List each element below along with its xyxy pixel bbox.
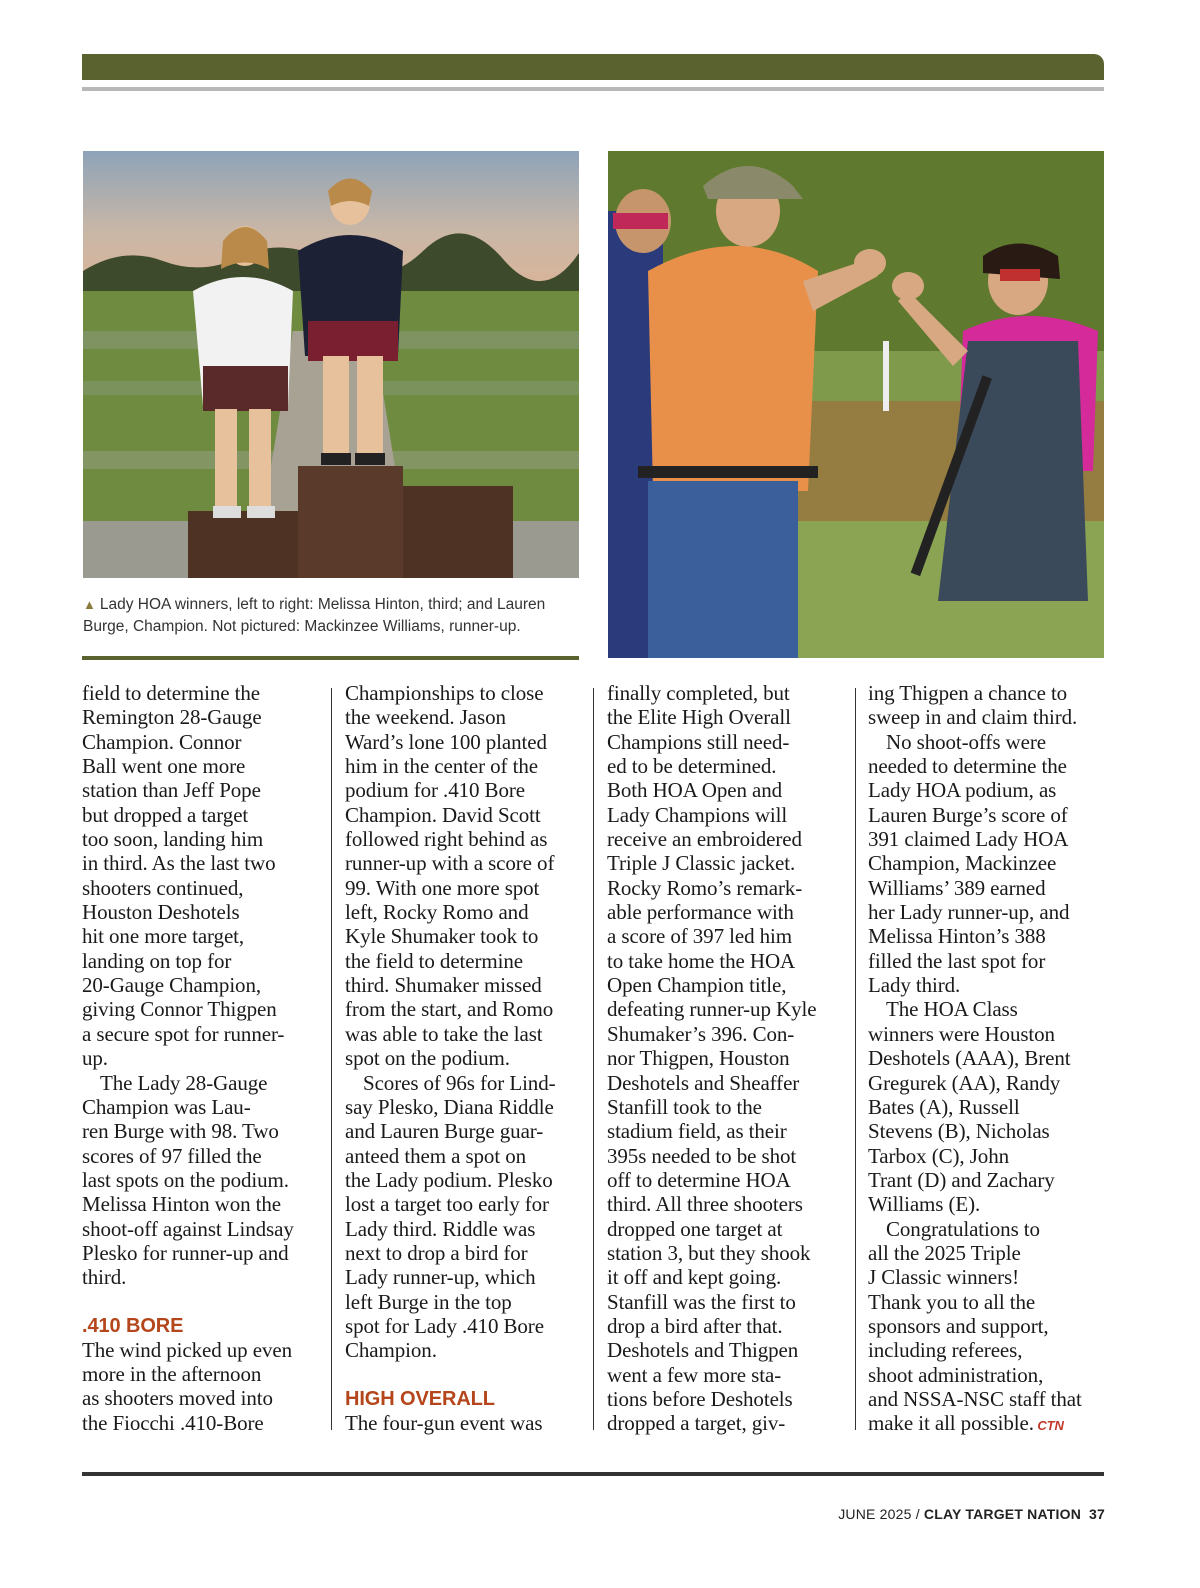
- text-line: Championships to close: [345, 681, 544, 705]
- text-line: landing on top for: [82, 948, 232, 973]
- text-line: Champion was Lau-: [82, 1094, 251, 1119]
- caption-rule: [82, 656, 579, 660]
- text-line: from the start, and Romo: [345, 997, 554, 1022]
- text-line: Tarbox (C), John: [868, 1143, 1009, 1168]
- text-line: Melissa Hinton’s 388: [868, 924, 1046, 949]
- text-line: Houston Deshotels: [82, 900, 240, 925]
- text-line: Lady runner-up, which: [345, 1265, 536, 1290]
- ctn-end-mark: CTN: [1033, 1418, 1064, 1434]
- text-line: Rocky Romo’s remark-: [607, 875, 803, 900]
- text-line: was able to take the last: [345, 1021, 543, 1046]
- text-line: the Fiocchi .410-Bore: [82, 1410, 264, 1435]
- text-line: third. Shumaker missed: [345, 973, 542, 998]
- text-line: Williams’ 389 earned: [868, 875, 1046, 900]
- text-line: Lauren Burge’s score of: [868, 802, 1068, 827]
- text-line: Melissa Hinton won the: [82, 1192, 282, 1217]
- text-line: ren Burge with 98. Two: [82, 1119, 279, 1144]
- text-line: anteed them a spot on: [345, 1143, 527, 1168]
- text-line: The Lady 28-Gauge: [100, 1070, 268, 1095]
- text-line: Champion.: [345, 1338, 437, 1363]
- text-line: station 3, but they shook: [607, 1240, 811, 1265]
- text-line: spot for Lady .410 Bore: [345, 1313, 544, 1338]
- text-line: scores of 97 filled the: [82, 1143, 262, 1168]
- column-divider: [593, 688, 594, 1430]
- text-line: him in the center of the: [345, 754, 538, 779]
- text-line: lost a target too early for: [345, 1192, 549, 1217]
- text-line: J Classic winners!: [868, 1265, 1020, 1290]
- text-line: Ward’s lone 100 planted: [345, 729, 547, 754]
- article-column-2: [345, 681, 587, 1435]
- text-line: Deshotels and Sheaffer: [607, 1070, 800, 1095]
- text-line: left Burge in the top: [345, 1289, 512, 1314]
- article-column-4: [868, 681, 1110, 1439]
- text-line: went a few more sta-: [607, 1362, 782, 1387]
- text-line: nor Thigpen, Houston: [607, 1046, 790, 1071]
- text-line: more in the afternoon: [82, 1361, 262, 1386]
- paragraph: [868, 681, 1110, 730]
- text-line: the weekend. Jason: [345, 705, 506, 730]
- text-line: Lady HOA podium, as: [868, 778, 1057, 803]
- text-line: 20-Gauge Champion,: [82, 973, 261, 998]
- text-line: Lady third. Riddle was: [345, 1216, 536, 1241]
- text-line: left, Rocky Romo and: [345, 900, 529, 925]
- paragraph: [345, 681, 587, 1071]
- text-line: as shooters moved into: [82, 1386, 273, 1411]
- text-line: needed to determine the: [868, 754, 1067, 779]
- text-line: dropped a target, giv-: [607, 1411, 786, 1436]
- text-line: up.: [82, 1046, 108, 1071]
- text-line: a secure spot for runner-: [82, 1021, 285, 1046]
- text-line: and Lauren Burge guar-: [345, 1119, 544, 1144]
- text-line: runner-up with a score of: [345, 851, 555, 876]
- folio-date: JUNE 2025: [838, 1506, 912, 1522]
- text-line: but dropped a target: [82, 802, 249, 827]
- text-line: and NSSA-NSC staff that: [868, 1386, 1082, 1411]
- text-line: Thank you to all the: [868, 1289, 1036, 1314]
- text-line: in third. As the last two: [82, 851, 276, 876]
- text-line: The four-gun event was: [345, 1410, 543, 1435]
- text-line: Open Champion title,: [607, 973, 787, 998]
- text-line: Shumaker’s 396. Con-: [607, 1021, 795, 1046]
- text-line: Champion. Connor: [82, 729, 242, 754]
- text-line: next to drop a bird for: [345, 1240, 528, 1265]
- text-line: to take home the HOA: [607, 948, 796, 973]
- text-line: filled the last spot for: [868, 948, 1046, 973]
- text-line: the field to determine: [345, 948, 523, 973]
- text-line: receive an embroidered: [607, 827, 802, 852]
- text-line: the Elite High Overall: [607, 705, 791, 730]
- paragraph: [82, 681, 324, 1071]
- text-line: shoot administration,: [868, 1362, 1044, 1387]
- text-line: Deshotels (AAA), Brent: [868, 1046, 1071, 1071]
- text-line: off to determine HOA: [607, 1167, 791, 1192]
- podium-photo: [83, 151, 579, 578]
- text-line: winners were Houston: [868, 1021, 1055, 1046]
- page-number: 37: [1089, 1506, 1105, 1522]
- section-heading-high-overall: HIGH OVERALL: [345, 1387, 495, 1410]
- text-line: Champions still need-: [607, 729, 790, 754]
- text-line: drop a bird after that.: [607, 1313, 783, 1338]
- paragraph: [607, 681, 849, 1436]
- text-line: hit one more target,: [82, 924, 245, 949]
- text-line: last spots on the podium.: [82, 1167, 289, 1192]
- text-line: shoot-off against Lindsay: [82, 1216, 294, 1241]
- text-line: ing Thigpen a chance to: [868, 681, 1068, 705]
- text-line: Triple J Classic jacket.: [607, 851, 796, 876]
- text-line: 99. With one more spot: [345, 875, 540, 900]
- text-line: stadium field, as their: [607, 1119, 787, 1144]
- text-line: able performance with: [607, 900, 794, 925]
- text-line: followed right behind as: [345, 827, 548, 852]
- text-line: Bates (A), Russell: [868, 1094, 1020, 1119]
- text-line: Gregurek (AA), Randy: [868, 1070, 1061, 1095]
- folio-magazine: CLAY TARGET NATION: [923, 1506, 1082, 1522]
- paragraph: [868, 1217, 1110, 1439]
- text-line: Lady Champions will: [607, 802, 788, 827]
- caption-triangle-icon: ▲: [83, 597, 96, 612]
- text-line: Stanfill was the first to: [607, 1289, 796, 1314]
- text-line: station than Jeff Pope: [82, 778, 261, 803]
- text-line: giving Connor Thigpen: [82, 997, 277, 1022]
- text-line: make it all possible.: [868, 1411, 1034, 1436]
- paragraph: [868, 997, 1110, 1216]
- paragraph: [82, 1071, 324, 1290]
- text-line: The HOA Class: [886, 997, 1018, 1022]
- text-line: Plesko for runner-up and: [82, 1240, 289, 1265]
- text-line: defeating runner-up Kyle: [607, 997, 817, 1022]
- text-line: third.: [82, 1265, 127, 1290]
- text-line: all the 2025 Triple: [868, 1240, 1021, 1265]
- text-line: sponsors and support,: [868, 1313, 1049, 1338]
- text-line: Scores of 96s for Lind-: [363, 1070, 556, 1095]
- text-line: her Lady runner-up, and: [868, 900, 1070, 925]
- column-divider: [855, 688, 856, 1430]
- text-line: Stevens (B), Nicholas: [868, 1119, 1050, 1144]
- text-line: shooters continued,: [82, 875, 244, 900]
- text-line: the Lady podium. Plesko: [345, 1167, 553, 1192]
- paragraph: [345, 1411, 587, 1435]
- text-line: dropped one target at: [607, 1216, 783, 1241]
- header-color-bar: [82, 54, 1104, 80]
- text-line: Champion. David Scott: [345, 802, 541, 827]
- text-line: 395s needed to be shot: [607, 1143, 797, 1168]
- paragraph: [82, 1338, 324, 1435]
- article-column-3: [607, 681, 849, 1436]
- text-line: Ball went one more: [82, 754, 246, 779]
- text-line: Stanfill took to the: [607, 1094, 762, 1119]
- page-folio: [838, 1506, 1105, 1522]
- text-line: too soon, landing him: [82, 827, 264, 852]
- text-line: spot on the podium.: [345, 1046, 510, 1071]
- header-rule: [82, 87, 1104, 91]
- section-heading-410-bore: .410 BORE: [82, 1314, 184, 1337]
- photo-caption: ▲ Lady HOA winners, left to right: Melissa Hinton, third; and Lauren Burge, Champion. Not pictured: Mackinzee Williams, runner-up.: [83, 596, 546, 635]
- folio-separator: /: [911, 1506, 924, 1522]
- column-divider: [331, 688, 332, 1430]
- text-line: third. All three shooters: [607, 1192, 803, 1217]
- text-line: Congratulations to: [886, 1216, 1040, 1241]
- text-line: Williams (E).: [868, 1192, 981, 1217]
- text-line: Deshotels and Thigpen: [607, 1338, 799, 1363]
- text-line: Remington 28-Gauge: [82, 705, 262, 730]
- text-line: Lady third.: [868, 973, 961, 998]
- text-line: Champion, Mackinzee: [868, 851, 1057, 876]
- paragraph: [868, 730, 1110, 998]
- text-line: Trant (D) and Zachary: [868, 1167, 1055, 1192]
- text-line: sweep in and claim third.: [868, 705, 1078, 730]
- text-line: podium for .410 Bore: [345, 778, 525, 803]
- text-line: Both HOA Open and: [607, 778, 783, 803]
- article-column-1: [82, 681, 324, 1435]
- text-line: ed to be determined.: [607, 754, 777, 779]
- text-line: Kyle Shumaker took to: [345, 924, 539, 949]
- text-line: it off and kept going.: [607, 1265, 782, 1290]
- text-line: including referees,: [868, 1338, 1023, 1363]
- text-line: finally completed, but: [607, 681, 790, 705]
- paragraph: [345, 1071, 587, 1363]
- text-line: field to determine the: [82, 681, 260, 705]
- text-line: The wind picked up even: [82, 1337, 292, 1362]
- text-line: No shoot-offs were: [886, 729, 1046, 754]
- fist-bump-photo: [608, 151, 1104, 658]
- text-line: a score of 397 led him: [607, 924, 792, 949]
- footer-rule: [82, 1472, 1104, 1476]
- text-line: say Plesko, Diana Riddle: [345, 1094, 554, 1119]
- text-line: 391 claimed Lady HOA: [868, 827, 1069, 852]
- text-line: tions before Deshotels: [607, 1386, 793, 1411]
